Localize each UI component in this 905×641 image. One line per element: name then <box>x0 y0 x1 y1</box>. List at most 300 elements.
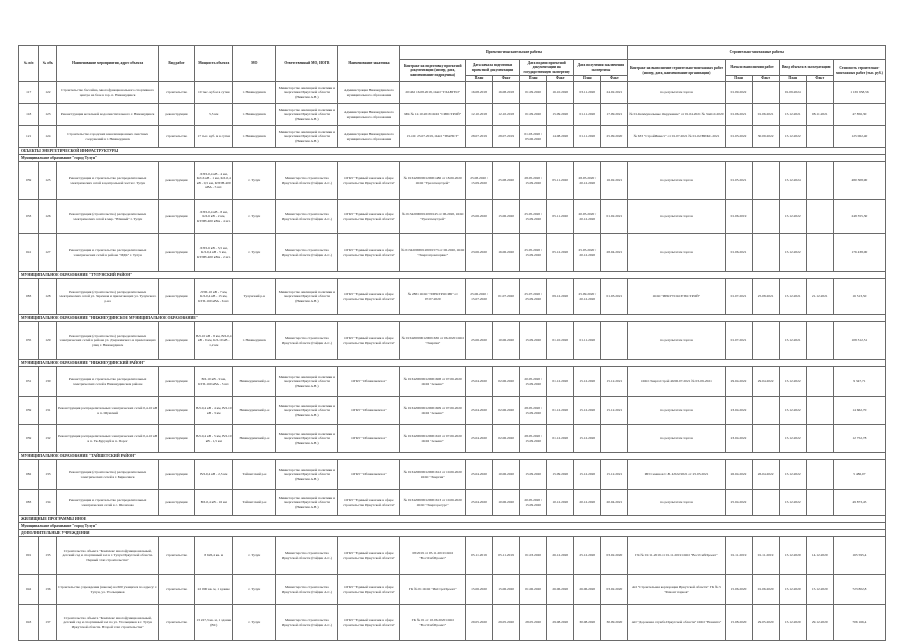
cell-kind: реконструкция <box>158 460 194 490</box>
sub-plan: План <box>465 76 492 82</box>
cell-name: Реконструкция (строительство) распределительных электрических сетей в районе ул. Дзержинского и прилегающих улиц г. Нижнеудинск <box>57 322 159 360</box>
cell-n: 031 <box>19 367 39 397</box>
cell-code: 125 <box>39 162 57 200</box>
cell-name: Реконструкция и строительство распределительных электрических сетей в центральной части г. Тулун <box>57 162 159 200</box>
cell-cost: 12 752,78 <box>833 425 885 453</box>
cell-d2: 05.11.2019 <box>493 537 520 575</box>
cell-resp: Министерство жилищной политики и энергетики Иркутской области (Никитин А.Н.) <box>276 279 338 315</box>
cell-d4: 09.12.2020 <box>547 279 574 315</box>
cell-cost: 165 595,4 <box>833 537 885 575</box>
cell-d10: 21.12.2021 <box>806 279 833 315</box>
table-row <box>19 322 886 360</box>
cell-d9: 15.12.2021 <box>779 279 806 315</box>
sub-fact: Факт <box>601 76 628 82</box>
cell-mo: Тайшетский р-н <box>233 490 276 516</box>
cell-power: 10 тыс. куб.м в сутки <box>195 82 233 104</box>
cell-d8: 26.04.2022 <box>752 460 779 490</box>
cell-d9: 15.12.2024 <box>779 162 806 200</box>
cell-name: Строительство объекта "Комплекс многофункциональный, детский сад и спортивный зал по ул. Угольщиков в г. Тулун Иркутской области. Второй этап строительства" <box>57 605 159 641</box>
cell-d1: 29.05.2020 <box>465 605 492 641</box>
cell-mo: г. Нижнеудинск <box>233 126 276 148</box>
cell-d7: 01.03.2022 <box>725 126 752 148</box>
cell-d2: 02.06.2020 <box>493 425 520 453</box>
cell-d5: 25.12.2020 <box>574 537 601 575</box>
cell-d9: 15.12.2021 <box>779 322 806 360</box>
cell-d5: 01.11.2020 <box>574 126 601 148</box>
cell-d6: 03.02.2020 <box>601 575 628 605</box>
cell-d2: 02.06.2020 <box>493 367 520 397</box>
cell-d5: 25.09.2020 / 20.12.2020 <box>574 279 601 315</box>
cell-d6: 17.09.2021 <box>601 104 628 126</box>
cell-d8: 29.04.2022 <box>752 367 779 397</box>
cell-cust: ОГКУ "Единый заказчик в сфере строительства Иркутской области" <box>338 490 400 516</box>
cell-n: 118 <box>19 104 39 126</box>
cell-name: Реконструкция котельной водоочистительного г. Нижнеудинск <box>57 104 159 126</box>
cell-c2: АО "Дорожная служба Иркутской области" ООО "Новинта" <box>628 605 725 641</box>
cell-cust: Администрация Нижнеудинского муниципального образования <box>338 104 400 126</box>
cell-resp: Министерство строительства Иркутской области (Гайдин А.С.) <box>276 537 338 575</box>
cell-d10 <box>806 490 833 516</box>
table-row <box>19 162 886 200</box>
cell-code: 136 <box>39 575 57 605</box>
cell-d8 <box>752 82 779 104</box>
cell-d6: 03.02.2020 <box>601 537 628 575</box>
cell-d7: 01.11.2019 <box>725 537 752 575</box>
cell-code: 133 <box>39 460 57 490</box>
cell-code: 129 <box>39 322 57 360</box>
cell-d9: 01.09.2024 <box>779 82 806 104</box>
cell-d9: 15.12.2021 <box>779 104 806 126</box>
cell-c2: ИП Семенов С.В. 4/022/2021 от 25.03.2021 <box>628 460 725 490</box>
cell-name: Реконструкция и строительство распределительных электрических сетей в Нижнеудинском районе <box>57 367 159 397</box>
cell-d4: 05.11.2020 <box>547 162 574 200</box>
cell-name: Реконструкция (строительство) распределительных электрических сетей ул. Заречная и прилегающих ул. Тулунского р-на <box>57 279 159 315</box>
cell-cust: ОГКУ "Единый заказчик в сфере строительства Иркутской области" <box>338 279 400 315</box>
cell-resp: Министерство строительства Иркутской области (Гайдин А.С.) <box>276 605 338 641</box>
cell-d1: 12.10.2018 <box>465 104 492 126</box>
cell-name: Реконструкция (строительство) распределительных электрических сетей в мкр. "Южный" г. Тулун <box>57 200 159 234</box>
cell-d6: 28.04.2021 <box>601 234 628 272</box>
table-row <box>19 490 886 516</box>
cell-n: 083 <box>19 279 39 315</box>
section-title: ЖИЛИЩНЫЕ ПРОГРАММЫ ИНОЕ <box>19 516 886 523</box>
cell-c2: по результатам торгов <box>628 234 725 272</box>
cell-c1: № 013420000012000145 от 06.2020, ООО "Уралспецстрой" <box>400 200 465 234</box>
cell-kind: реконструкция <box>158 162 194 200</box>
cell-d10: 15.12.2020 <box>806 575 833 605</box>
table-row <box>19 425 886 453</box>
cell-d1: 05.11.2019 <box>465 537 492 575</box>
table-row <box>19 104 886 126</box>
cell-power: ВЛ-0,4 кВ - 16 км <box>195 490 233 516</box>
cell-c1: № 2881 ООО "ЭЛЕКТРОСИБ" от 07.07.2020 <box>400 279 465 315</box>
cell-d1: 25.06.2020 / 15.07.2020 <box>465 279 492 315</box>
cell-d1: 25.06.2020 <box>465 200 492 234</box>
cell-d8: 25.08.2021 <box>752 279 779 315</box>
cell-d8 <box>752 490 779 516</box>
cell-mo: Нижнеудинский р-н <box>233 367 276 397</box>
cell-d6: 25.09.2020 <box>601 126 628 148</box>
cell-name: Строительство объекта "Комплекс многофункциональный, детский сад и спортивный зал в г. Тулун Иркутской области. Первый этап строительства" <box>57 537 159 575</box>
cell-n: 082 <box>19 460 39 490</box>
col-smr-commission: Ввод объекта в эксплуатацию <box>779 60 833 76</box>
section-row <box>19 272 886 279</box>
cell-c1: 08/2019 от 05.11.2019 ООО "ВостСибПроект" <box>400 537 465 575</box>
cell-d7: 29.04.2022 <box>725 367 752 397</box>
section-title: МУНИЦИПАЛЬНОЕ ОБРАЗОВАНИЕ "ТАЙШЕТСКИЙ РАЙОН" <box>19 453 886 460</box>
cell-code: 122 <box>39 82 57 104</box>
cell-c2: по результатам торгов <box>628 490 725 516</box>
cell-d2: 29.05.2020 <box>493 605 520 641</box>
cell-d3: 28.05.2020 / 15.09.2020 <box>520 425 547 453</box>
cell-d5: 03.11.2020 <box>574 82 601 104</box>
cell-c2: по результатам торгов <box>628 322 725 360</box>
cell-d10: 14.12.2020 <box>806 537 833 575</box>
group-smr: Строительно-монтажные работы <box>628 46 886 60</box>
cell-code: 135 <box>39 537 57 575</box>
cell-d4: 01.12.2020 <box>547 425 574 453</box>
cell-d1: 23.06.2020 <box>465 234 492 272</box>
section-title: Муниципальное образование "город Тулун" <box>19 523 886 530</box>
cell-d3: 01.03.2020 / 05.06.2020 <box>520 126 547 148</box>
cell-d7: 01.09.2022 <box>725 82 752 104</box>
cell-mo: Нижнеудинский р-н <box>233 425 276 453</box>
cell-d8: 30.09.2022 <box>752 126 779 148</box>
cell-d8 <box>752 162 779 200</box>
cell-d1: 25.04.2020 <box>465 425 492 453</box>
cell-kind: строительство <box>158 605 194 641</box>
table-row <box>19 126 886 148</box>
cell-d4: 16.10.2020 <box>547 82 574 104</box>
col-smr-contract: Контракт на выполнение строительно-монтажных работ (номер, дата, наименование организации) <box>628 60 725 82</box>
cell-d2: 28.07.2019 <box>493 126 520 148</box>
section-row <box>19 516 886 523</box>
sub-fact: Факт <box>752 76 779 82</box>
cell-code: 124 <box>39 126 57 148</box>
cell-d9: 15.12.2022 <box>779 425 806 453</box>
cell-d7: 15.08.2020 <box>725 605 752 641</box>
cell-cust: ОГКУ "Единый заказчик в сфере строительства Иркутской области" <box>338 575 400 605</box>
table-row <box>19 460 886 490</box>
cell-d5: 15.12.2020 <box>574 397 601 425</box>
cell-d6: 01.03.2021 <box>601 279 628 315</box>
cell-d3: 01.09.2020 <box>520 104 547 126</box>
cell-resp: Министерство жилищной политики и энергетики Иркутской области (Никитин А.Н.) <box>276 490 338 516</box>
register-table <box>18 45 886 641</box>
cell-c2: по результатам торгов <box>628 397 725 425</box>
cell-n: 001 <box>19 537 39 575</box>
cell-cost: 723 802,8 <box>833 575 885 605</box>
cell-d7: 15.06.2020 <box>725 575 752 605</box>
cell-cost: 706 166,4 <box>833 605 885 641</box>
cell-d2: 25.08.2020 <box>493 162 520 200</box>
cell-kind: строительство <box>158 126 194 148</box>
cell-d5: 20.05.2020 / 20.12.2020 <box>574 200 601 234</box>
cell-d5: 28.05.2020 / 20.12.2020 <box>574 162 601 200</box>
cell-n: 117 <box>19 82 39 104</box>
cell-power: ВЛ-10 кВ - 8 км, ВЛ-0,4 кВ - 9 км, КЛ-10 кВ - 1,2 км <box>195 322 233 360</box>
cell-d7: 01.05.2021 <box>725 162 752 200</box>
table-row <box>19 397 886 425</box>
cell-power: 17 тыс. куб. м в сутки <box>195 126 233 148</box>
cell-kind: реконструкция <box>158 367 194 397</box>
cell-d10: 29.12.2020 <box>806 605 833 641</box>
col-pir-contract: Контракт на подготовку проектной документации (номер, дата, наименование подрядчика) <box>400 60 465 82</box>
col-pir-expert: Дата получения заключения экспертизы <box>574 60 628 76</box>
cell-cost: 1 165 958,56 <box>833 82 885 104</box>
cell-c1: 15-ОС 25.07.2019, ОАО "ТРАНСТ" <box>400 126 465 148</box>
cell-n: 042 <box>19 575 39 605</box>
cell-c2: по результатам торгов <box>628 200 725 234</box>
cell-n: 043 <box>19 605 39 641</box>
cell-d8: 29.05.2020 <box>752 605 779 641</box>
cell-d8 <box>752 200 779 234</box>
section-title: Муниципальное образование "город Тулун" <box>19 155 886 162</box>
cell-code: 123 <box>39 104 57 126</box>
cell-d9: 15.12.2022 <box>779 460 806 490</box>
cell-resp: Министерство строительства Иркутской области (Гайдин А.С.) <box>276 322 338 360</box>
cell-n: 059 <box>19 162 39 200</box>
cell-name: Строительство бассейна, многофункционального спортивного центра на базе в гор. п. Нижнеудинск <box>57 82 159 104</box>
cell-mo: Нижнеудинский р-н <box>233 397 276 425</box>
cell-d4: 05.12.2020 <box>547 234 574 272</box>
cell-d8: 01.11.2019 <box>752 537 779 575</box>
cell-cust: ОГКУ "Облжилкомхоз" <box>338 367 400 397</box>
cell-resp: Министерство строительства Иркутской области (Гайдин А.С.) <box>276 234 338 272</box>
cell-cust: ОГКУ "Единый заказчик в сфере строительства Иркутской области" <box>338 322 400 360</box>
cell-cust: ОГКУ "Единый заказчик в сфере строительства Иркутской области" <box>338 537 400 575</box>
cell-d2: 02.06.2020 <box>493 397 520 425</box>
cell-kind: реконструкция <box>158 279 194 315</box>
cell-c2: АО "Строительная корпорация Иркутской области" ГК № 5 "Ремонт парков" <box>628 575 725 605</box>
col-smr-cost: Стоимость строительно-монтажных работ (тыс. руб.) <box>833 60 885 82</box>
cell-cust: ОГКУ "Единый заказчик в сфере строительства Иркутской области" <box>338 605 400 641</box>
cell-d5: 30.08.2020 <box>574 605 601 641</box>
cell-cust: Администрация Нижнеудинского муниципального образования <box>338 82 400 104</box>
cell-d2: 10.06.2020 <box>493 460 520 490</box>
cell-mo: г. Тулун <box>233 605 276 641</box>
cell-cost: 480 308,90 <box>833 162 885 200</box>
cell-d1: 15.06.2020 <box>465 575 492 605</box>
cell-code: 130 <box>39 367 57 397</box>
col-pir-start: Дата начала подготовки проектной документации <box>465 60 519 76</box>
cell-power: ВЛ-0,4 кВ - 2,5 км <box>195 460 233 490</box>
col-code: № объ <box>39 46 57 82</box>
cell-d1: 25.04.2020 <box>465 367 492 397</box>
cell-d10: 08.11.2021 <box>806 104 833 126</box>
cell-name: Строительство учреждения (школы) на 600 учащихся по адресу: г. Тулун, ул. Угольщиков <box>57 575 159 605</box>
cell-mo: г. Тулун <box>233 575 276 605</box>
cell-d9: 15.12.2022 <box>779 200 806 234</box>
cell-d10 <box>806 367 833 397</box>
cell-mo: г. Тулун <box>233 162 276 200</box>
cell-d6: 20.04.2021 <box>601 490 628 516</box>
cell-d8 <box>752 234 779 272</box>
cell-d6 <box>601 322 628 360</box>
cell-d6: 24.02.2021 <box>601 82 628 104</box>
section-title: ДОПОЛНИТЕЛЬНЫЕ УЧРЕЖДЕНИЯ <box>19 530 886 537</box>
table-row <box>19 82 886 104</box>
col-kind: Вид работ <box>158 46 194 82</box>
table-row <box>19 367 886 397</box>
section-title: МУНИЦИПАЛЬНОЕ ОБРАЗОВАНИЕ "НИЖНЕУДИНСКОЕ МУНИЦИПАЛЬНОЕ ОБРАЗОВАНИЕ" <box>19 315 886 322</box>
sub-plan: План <box>574 76 601 82</box>
cell-d6: 15.12.2021 <box>601 460 628 490</box>
cell-mo: г. Нижнеудинск <box>233 322 276 360</box>
cell-power: ВЛ-0,4 кВ - 5 км, ВЛ-10 кВ - 1,5 км <box>195 425 233 453</box>
cell-cust: ОГКУ "Облжилкомхоз" <box>338 397 400 425</box>
cell-d3: 01.09.2020 <box>520 82 547 104</box>
cell-d9: 15.12.2022 <box>779 126 806 148</box>
section-row <box>19 315 886 322</box>
section-title: МУНИЦИПАЛЬНОЕ ОБРАЗОВАНИЕ "ТУЛУНСКИЙ РАЙОН" <box>19 272 886 279</box>
cell-d10 <box>806 460 833 490</box>
cell-d10 <box>806 200 833 234</box>
cell-c2: по результатам торгов <box>628 425 725 453</box>
cell-d2: 10.06.2020 <box>493 322 520 360</box>
cell-cost: 5 486,07 <box>833 460 885 490</box>
group-pir: Проектно-изыскательские работы <box>400 46 628 60</box>
section-row <box>19 148 886 155</box>
cell-d10 <box>806 234 833 272</box>
cell-power: ЛЭП-6 кВ - 3,5 км, КЛ-0,4 кВ - 5 км, КТПН-400 кВА - 2 шт. <box>195 234 233 272</box>
section-title: ОБЪЕКТЫ ЭНЕРГЕТИЧЕСКОЙ ИНФРАСТРУКТУРЫ <box>19 148 886 155</box>
cell-d8: 01.06.2021 <box>752 104 779 126</box>
cell-c1: 20/462 16.08.2018, ОАО "ГЛАВГЕО" <box>400 82 465 104</box>
cell-mo: г. Тулун <box>233 537 276 575</box>
cell-d5: 26.06.2020 <box>574 575 601 605</box>
cell-d7: 23.04.2022 <box>725 425 752 453</box>
section-title: МУНИЦИПАЛЬНОЕ ОБРАЗОВАНИЕ "НИЖНЕУДИНСКИЙ РАЙОН" <box>19 360 886 367</box>
table-row <box>19 537 886 575</box>
section-row <box>19 453 886 460</box>
cell-power: ЛЭП-0,4 кВ - 8 км, КЛ-6 кВ - 2 км, КТПН-400 кВА - 4 шт. <box>195 200 233 234</box>
cell-c1: МК № 12.10.2018 ООО "СИБСТРОЙ" <box>400 104 465 126</box>
section-row <box>19 530 886 537</box>
cell-resp: Министерство строительства Иркутской области (Гайдин А.С.) <box>276 162 338 200</box>
cell-mo: г. Нижнеудинск <box>233 82 276 104</box>
cell-kind: реконструкция <box>158 425 194 453</box>
cell-kind: строительство <box>158 82 194 104</box>
cell-n: 059 <box>19 397 39 425</box>
cell-d10 <box>806 425 833 453</box>
cell-d1: 28.07.2019 <box>465 126 492 148</box>
table-row <box>19 605 886 641</box>
cell-c2: № 01-Коммунальные Окружение" от 01.04.2021 № ЗАО-0-2020 <box>628 104 725 126</box>
cell-n: 033 <box>19 200 39 234</box>
cell-resp: Министерство жилищной политики и энергетики Иркутской области (Никитин А.Н.) <box>276 126 338 148</box>
cell-d10 <box>806 82 833 104</box>
cell-d4: 14.08.2020 <box>547 126 574 148</box>
sub-plan: План <box>520 76 547 82</box>
cell-d10 <box>806 397 833 425</box>
cell-cost: 248 355,30 <box>833 200 885 234</box>
cell-d9: 15.12.2022 <box>779 367 806 397</box>
cell-d5: 15.12.2020 <box>574 367 601 397</box>
col-resp: Ответственный МО, ИОГВ <box>276 46 338 82</box>
cell-kind: реконструкция <box>158 490 194 516</box>
cell-resp: Министерство строительства Иркутской области (Гайдин А.С.) <box>276 200 338 234</box>
cell-d3: 20.05.2020 / 15.09.2020 <box>520 490 547 516</box>
sub-plan: План <box>725 76 752 82</box>
cell-c1: № 0134200000120001613 от 10.06.2020 ООО "Энергоресурс" <box>400 490 465 516</box>
cell-d4: 10.12.2020 <box>547 490 574 516</box>
cell-resp: Министерство жилищной политики и энергетики Иркутской области (Никитин А.Н.) <box>276 397 338 425</box>
cell-d2: 12.10.2018 <box>493 104 520 126</box>
cell-cust: Администрация Нижнеудинского муниципального образования <box>338 126 400 148</box>
cell-d2: 16.06.2020 <box>493 234 520 272</box>
cell-power: ЛЭП-0,4 кВ - 4 км, КЛ-6 кВ - 1 км, КЛ-0,4 кВ - 0,5 км, КТПН-400 кВА - 5 шт. <box>195 162 233 200</box>
cell-c2: по результатам торгов <box>628 162 725 200</box>
cell-mo: г. Тулун <box>233 200 276 234</box>
cell-d3: 20.05.2020 / 15.09.2020 <box>520 367 547 397</box>
cell-d7: 25.04.2022 <box>725 490 752 516</box>
cell-d1: 16.08.2018 <box>465 82 492 104</box>
sub-plan: План <box>779 76 806 82</box>
sub-fact: Факт <box>493 76 520 82</box>
cell-cost: 49 873,45 <box>833 490 885 516</box>
cell-d6: 16.02.2021 <box>601 162 628 200</box>
cell-c1: № 0134200000120001573 от 06.2020, ООО "Энергопромсервис" <box>400 234 465 272</box>
cell-d4: 15.09.2020 <box>547 460 574 490</box>
cell-d6: 15.12.2021 <box>601 367 628 397</box>
cell-cost: 16 513,50 <box>833 279 885 315</box>
cell-resp: Министерство жилищной политики и энергетики Иркутской области (Никитин А.Н.) <box>276 460 338 490</box>
cell-power: 8 626,4 кв. м <box>195 537 233 575</box>
cell-resp: Министерство жилищной политики и энергетики Иркутской области (Никитин А.Н.) <box>276 82 338 104</box>
cell-n: 059 <box>19 425 39 453</box>
cell-d7: 01.07.2021 <box>725 322 752 360</box>
table-row <box>19 200 886 234</box>
cell-d7: 01.06.2019 <box>725 200 752 234</box>
col-smr-start: Начало выполнения работ <box>725 60 779 76</box>
cell-code: 131 <box>39 397 57 425</box>
cell-cost: 14 662,70 <box>833 397 885 425</box>
cell-d5: 15.12.2020 <box>574 460 601 490</box>
col-num: № п/п <box>19 46 39 82</box>
cell-d1: 25.08.2020 / 15.09.2020 <box>465 162 492 200</box>
cell-cust: ОГКУ "Единый заказчик в сфере строительства Иркутской области" <box>338 200 400 234</box>
cell-n: 121 <box>19 126 39 148</box>
cell-name: Реконструкция и строительство распределительных электрических сетей в районе "ИДК" г. Тулун <box>57 234 159 272</box>
cell-n: 041 <box>19 234 39 272</box>
cell-resp: Министерство жилищной политики и энергетики Иркутской области (Никитин А.Н.) <box>276 367 338 397</box>
cell-c1: № 0134200000120001608 от 07.06.2020 ООО "Альянс" <box>400 367 465 397</box>
sub-fact: Факт <box>806 76 833 82</box>
cell-d2: 15.06.2020 <box>493 575 520 605</box>
cell-mo: Тайшетский р-н <box>233 460 276 490</box>
cell-c2: ООО ЭнергоСтрой 46/06.07.2021 № 03-09-2021 <box>628 367 725 397</box>
cell-name: Реконструкция и строительство распределительных электрических сетей в с. Шелехово <box>57 490 159 516</box>
cell-d10 <box>806 126 833 148</box>
cell-d4: 01.12.2020 <box>547 367 574 397</box>
cell-c2: по результатам торгов <box>628 82 725 104</box>
cell-d6: 30.09.2020 <box>601 605 628 641</box>
cell-power: ЛЭП-10 кВ - 7 км, КЛ-0,4 кВ - 15 км, КТП-160 кВА - 6 шт. <box>195 279 233 315</box>
table-row <box>19 575 886 605</box>
cell-d7: 01.06.2021 <box>725 104 752 126</box>
section-row <box>19 360 886 367</box>
cell-d1: 25.04.2020 <box>465 490 492 516</box>
cell-code: 126 <box>39 200 57 234</box>
cell-d4: 29.08.2020 <box>547 605 574 641</box>
cell-d6 <box>601 425 628 453</box>
col-mo: МО <box>233 46 276 82</box>
cell-d3: 15.09.2020 <box>520 322 547 360</box>
col-customer: Наименование заказчика <box>338 46 400 82</box>
cell-d9: 15.12.2022 <box>779 490 806 516</box>
cell-d7: 01.07.2021 <box>725 279 752 315</box>
